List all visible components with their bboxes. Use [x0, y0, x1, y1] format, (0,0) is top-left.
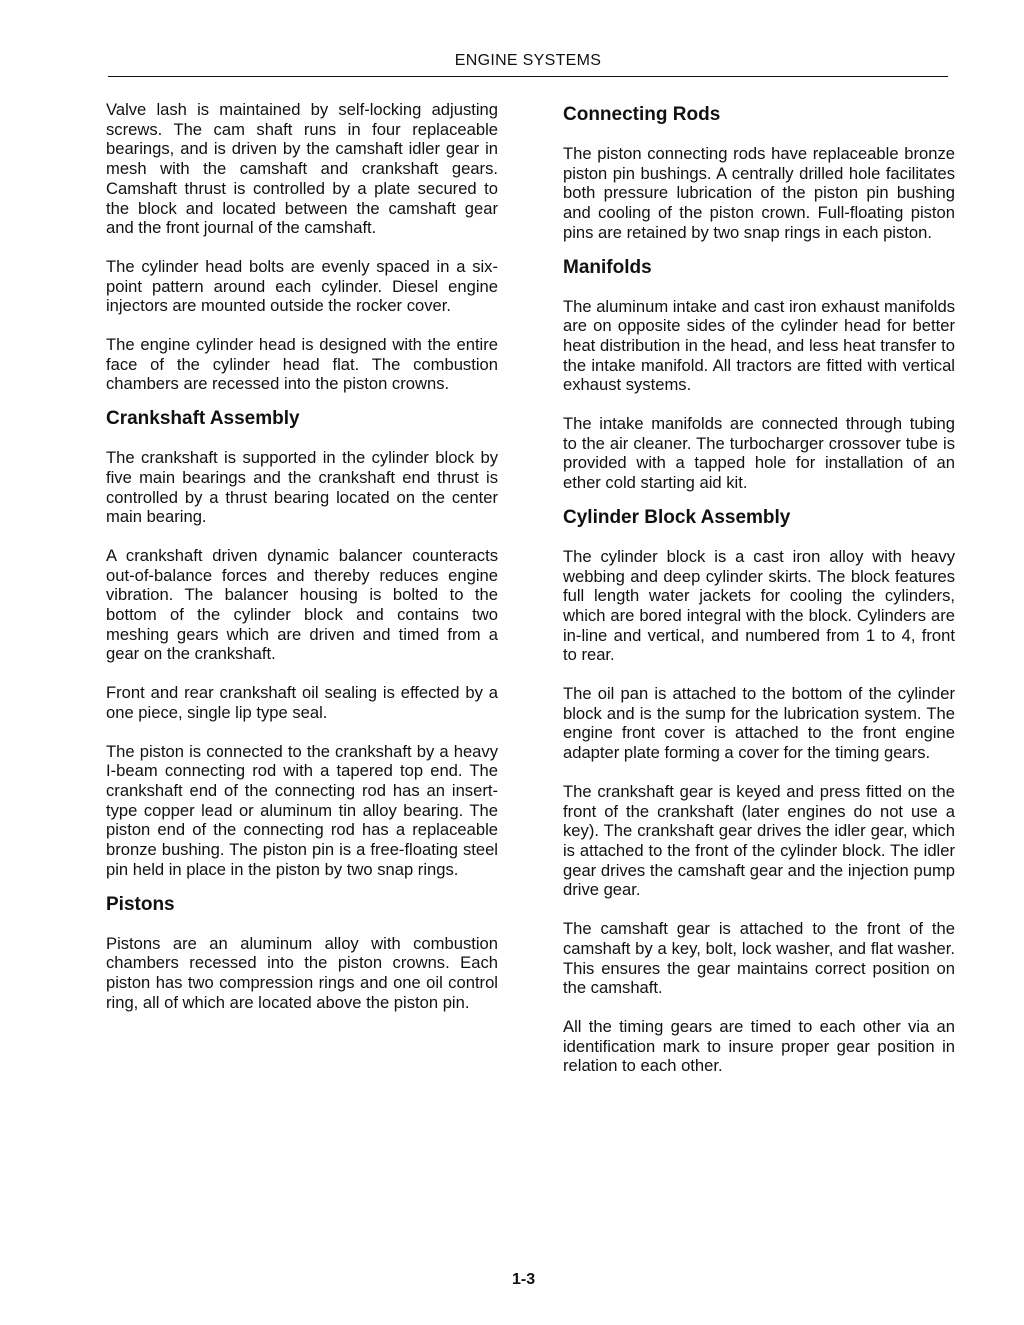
paragraph-cylinder-head-bolts: The cylinder head bolts are evenly spaced in a six-point pattern around each cylinder. Diesel engine injectors are mounted outside the rocker cover. — [106, 256, 498, 316]
paragraph-connecting-rods: The piston connecting rods have replaceable bronze piston pin bushings. A centrally drilled hole facilitates both pressure lubrication of the piston pin bushing and cooling of the piston crown. Full-floating piston pins are retained by two snap rings in each piston. — [563, 144, 955, 242]
paragraph-crankshaft-gear: The crankshaft gear is keyed and press fitted on the front of the crankshaft (later engines do not use a key). The crankshaft gear drives the idler gear, which is attached to the front of the cylinder block. The idler gear drives the camshaft gear and the injection pump drive gear. — [563, 781, 955, 900]
right-column — [563, 100, 955, 1095]
heading-manifolds: Manifolds — [563, 256, 652, 278]
paragraph-oil-pan: The oil pan is attached to the bottom of the cylinder block and is the sump for the lubrication system. The engine front cover is attached to the front engine adapter plate forming a cover for the timing gears. — [563, 684, 955, 763]
paragraph-oil-sealing: Front and rear crankshaft oil sealing is effected by a one piece, single lip type seal. — [106, 683, 498, 722]
paragraph-manifolds: The aluminum intake and cast iron exhaust manifolds are on opposite sides of the cylinder head for better heat distribution in the head, and less heat transfer to the intake manifold. All tractors are fitted with vertical exhaust systems. — [563, 296, 956, 395]
paragraph-cylinder-head: The engine cylinder head is designed with the entire face of the cylinder head flat. The combustion chambers are recessed into the piston crowns. — [106, 335, 498, 394]
running-header: ENGINE SYSTEMS — [454, 52, 602, 69]
heading-cylinder-block-assembly: Cylinder Block Assembly — [563, 506, 791, 528]
header-rule — [108, 76, 948, 77]
page-number: 1-3 — [512, 1271, 536, 1288]
heading-connecting-rods: Connecting Rods — [563, 104, 721, 125]
paragraph-timing-gears: All the timing gears are timed to each other via an identification mark to insure proper gear position in relation to each other. — [563, 1016, 955, 1076]
paragraph-connecting-rod: The piston is connected to the crankshaft by a heavy I-beam connecting rod with a tapered top end. The crankshaft end of the connecting rod has an insert-type copper lead or aluminum tin alloy bearing. The piston end of the connecting rod has a replaceable bronze bushing. The piston pin is a free-floating steel pin held in place in the piston by two snap rings. — [106, 741, 498, 879]
left-column — [106, 100, 498, 1031]
paragraph-pistons: Pistons are an aluminum alloy with combustion chambers recessed into the piston crowns. Each piston has two compression rings and one oil control ring, all of which are located above the piston pin. — [106, 933, 498, 1012]
paragraph-crankshaft-support: The crankshaft is supported in the cylinder block by five main bearings and the crankshaft end thrust is controlled by a thrust bearing located on the center main bearing. — [106, 448, 498, 527]
paragraph-dynamic-balancer: A crankshaft driven dynamic balancer counteracts out-of-balance forces and thereby reduces engine vibration. The balancer housing is bolted to the bottom of the cylinder block and contains two meshing gears which are driven and timed from a gear on the crankshaft. — [106, 545, 498, 664]
paragraph-camshaft-gear: The camshaft gear is attached to the front of the camshaft by a key, bolt, lock washer, and flat washer. This ensures the gear maintains correct position on the camshaft. — [563, 919, 955, 998]
paragraph-intake-manifolds: The intake manifolds are connected through tubing to the air cleaner. The turbocharger crossover tube is provided with a tapped hole for installation of an ether cold starting aid kit. — [563, 414, 955, 493]
paragraph-valve-lash: Valve lash is maintained by self-locking adjusting screws. The cam shaft runs in four replaceable bearings, and is driven by the camshaft idler gear in mesh with the camshaft and crankshaft gears. Camshaft thrust is controlled by a plate secured to the block and located between the camshaft gear and the front journal of the camshaft. — [106, 100, 498, 238]
paragraph-cylinder-block: The cylinder block is a cast iron alloy with heavy webbing and deep cylinder skirts. The block features full length water jackets for cooling the cylinders, which are bored integral with the block. Cylinders are in-line and vertical, and numbered from 1 to 4, front to rear. — [563, 546, 955, 665]
heading-pistons: Pistons — [106, 893, 175, 915]
heading-crankshaft-assembly: Crankshaft Assembly — [106, 408, 300, 430]
